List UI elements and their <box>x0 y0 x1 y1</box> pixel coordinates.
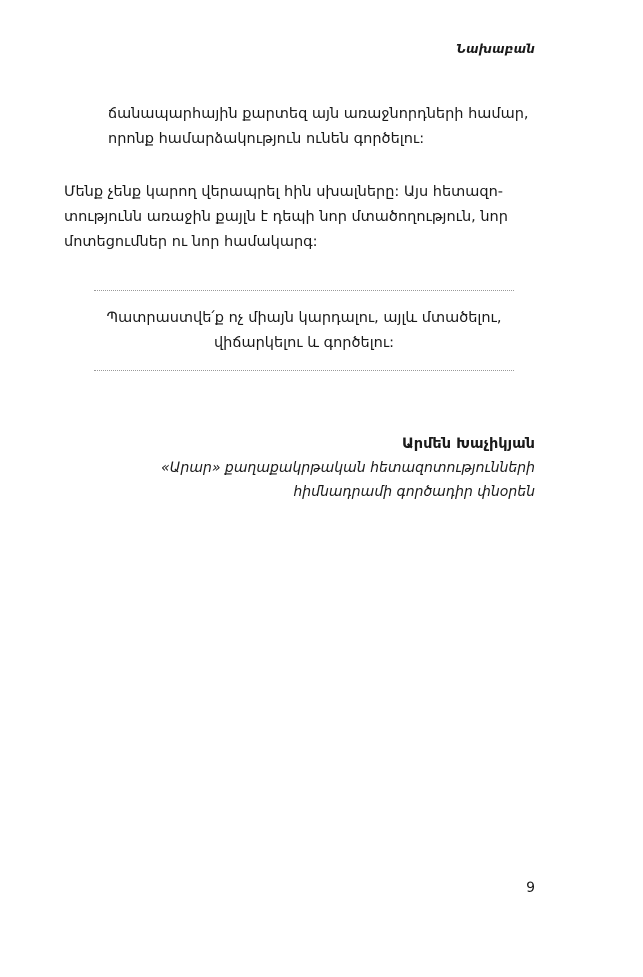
quote-divider-top <box>94 290 514 291</box>
pull-quote <box>94 306 514 356</box>
paragraph-line: ճանապարհային քարտեզ այն առաջնորդների համար, <box>108 106 529 122</box>
quote-line: Պատրաստվե՛ք ոչ միայն կարդալու, այլև մտածելու, <box>106 310 502 326</box>
signature-block <box>161 432 535 504</box>
paragraph-line: տությունն առաջին քայլն է դեպի նոր մտածողություն, նոր <box>64 209 508 225</box>
page-number: 9 <box>526 880 535 896</box>
paragraph-main <box>64 180 508 255</box>
signature-name: Արմեն Խաչիկյան <box>402 436 535 452</box>
paragraph-line: Մենք չենք կարող վերապրել հին սխալները: Այս հետազո- <box>64 184 504 200</box>
signature-role-line: «Արար» քաղաքակրթական հետազոտությունների <box>161 460 535 476</box>
paragraph-line: որոնք համարձակություն ունեն գործելու: <box>108 131 425 147</box>
running-header-title: Նախաբան <box>456 42 535 56</box>
paragraph-line: մոտեցումներ ու նոր համակարգ: <box>64 234 318 250</box>
quote-divider-bottom <box>94 370 514 371</box>
signature-role-line: հիմնադրամի գործադիր փնօրեն <box>293 484 535 500</box>
quote-line: վիճարկելու և գործելու: <box>213 335 395 351</box>
paragraph-continuation <box>108 102 538 152</box>
